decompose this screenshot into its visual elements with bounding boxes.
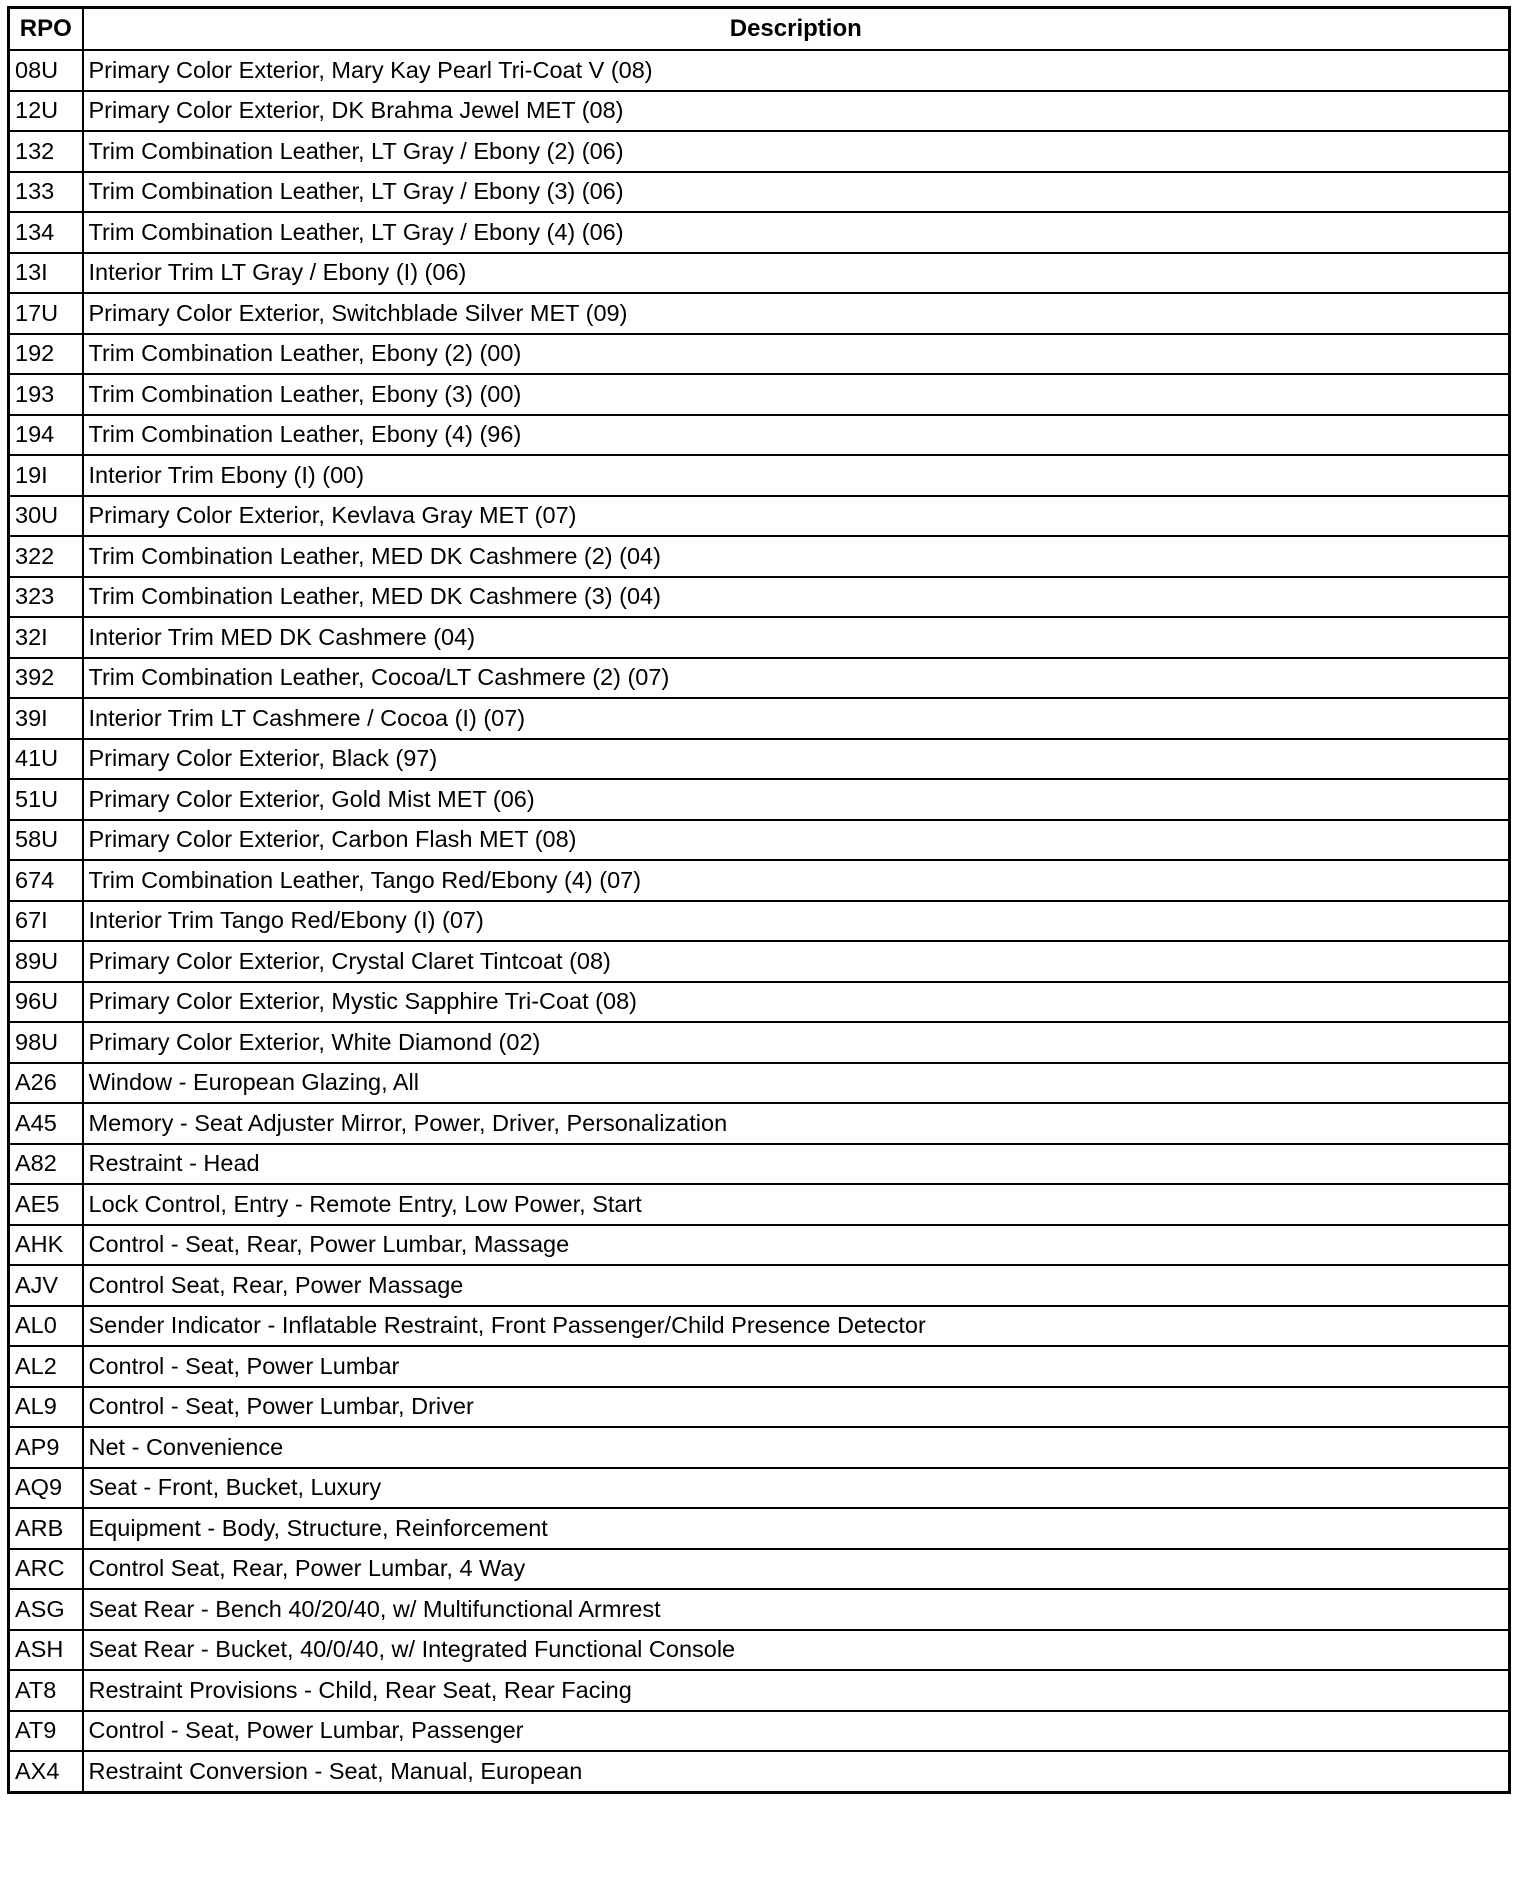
rpo-code-cell: AL0 — [9, 1306, 83, 1347]
description-cell: Interior Trim MED DK Cashmere (04) — [83, 617, 1510, 658]
table-row — [9, 739, 1510, 780]
description-cell: Memory - Seat Adjuster Mirror, Power, Driver, Personalization — [83, 1103, 1510, 1144]
rpo-code-cell: ARB — [9, 1508, 83, 1549]
table-row — [9, 374, 1510, 415]
table-row — [9, 1387, 1510, 1428]
description-cell: Trim Combination Leather, Tango Red/Ebony (4) (07) — [83, 860, 1510, 901]
description-cell: Trim Combination Leather, LT Gray / Ebony (2) (06) — [83, 131, 1510, 172]
rpo-code-cell: AHK — [9, 1225, 83, 1266]
description-cell: Primary Color Exterior, Mystic Sapphire Tri-Coat (08) — [83, 982, 1510, 1023]
table-header-row — [9, 8, 1510, 51]
rpo-code-cell: 323 — [9, 577, 83, 618]
table-row — [9, 496, 1510, 537]
rpo-code-cell: AL2 — [9, 1346, 83, 1387]
rpo-code-cell: 32I — [9, 617, 83, 658]
description-cell: Control - Seat, Power Lumbar — [83, 1346, 1510, 1387]
rpo-code-cell: A26 — [9, 1063, 83, 1104]
rpo-code-cell: 674 — [9, 860, 83, 901]
rpo-code-cell: 96U — [9, 982, 83, 1023]
table-row — [9, 1751, 1510, 1792]
rpo-code-cell: 98U — [9, 1022, 83, 1063]
table-row — [9, 212, 1510, 253]
rpo-code-cell: AL9 — [9, 1387, 83, 1428]
description-cell: Interior Trim LT Cashmere / Cocoa (I) (07) — [83, 698, 1510, 739]
table-row — [9, 50, 1510, 91]
table-row — [9, 1630, 1510, 1671]
rpo-code-cell: 41U — [9, 739, 83, 780]
description-cell: Trim Combination Leather, MED DK Cashmere (3) (04) — [83, 577, 1510, 618]
description-cell: Primary Color Exterior, Crystal Claret Tintcoat (08) — [83, 941, 1510, 982]
table-row — [9, 658, 1510, 699]
table-row — [9, 1549, 1510, 1590]
table-row — [9, 779, 1510, 820]
rpo-code-cell: AE5 — [9, 1184, 83, 1225]
table-row — [9, 1346, 1510, 1387]
description-cell: Seat - Front, Bucket, Luxury — [83, 1468, 1510, 1509]
table-row — [9, 1184, 1510, 1225]
column-header-description: Description — [83, 8, 1510, 51]
description-cell: Trim Combination Leather, MED DK Cashmere (2) (04) — [83, 536, 1510, 577]
rpo-table — [7, 6, 1511, 1794]
description-cell: Trim Combination Leather, Ebony (4) (96) — [83, 415, 1510, 456]
description-cell: Trim Combination Leather, LT Gray / Ebony (3) (06) — [83, 172, 1510, 213]
description-cell: Restraint - Head — [83, 1144, 1510, 1185]
rpo-code-cell: 30U — [9, 496, 83, 537]
table-row — [9, 253, 1510, 294]
description-cell: Primary Color Exterior, DK Brahma Jewel MET (08) — [83, 91, 1510, 132]
description-cell: Restraint Provisions - Child, Rear Seat, Rear Facing — [83, 1670, 1510, 1711]
rpo-code-cell: A82 — [9, 1144, 83, 1185]
table-row — [9, 536, 1510, 577]
rpo-code-cell: AX4 — [9, 1751, 83, 1792]
description-cell: Control - Seat, Rear, Power Lumbar, Massage — [83, 1225, 1510, 1266]
rpo-code-cell: AP9 — [9, 1427, 83, 1468]
rpo-code-cell: 134 — [9, 212, 83, 253]
rpo-code-cell: 12U — [9, 91, 83, 132]
rpo-code-cell: AQ9 — [9, 1468, 83, 1509]
table-row — [9, 415, 1510, 456]
rpo-code-cell: 51U — [9, 779, 83, 820]
rpo-code-cell: AT9 — [9, 1711, 83, 1752]
rpo-code-cell: 19I — [9, 455, 83, 496]
rpo-code-cell: ARC — [9, 1549, 83, 1590]
description-cell: Trim Combination Leather, Cocoa/LT Cashmere (2) (07) — [83, 658, 1510, 699]
rpo-code-cell: 133 — [9, 172, 83, 213]
description-cell: Primary Color Exterior, White Diamond (02) — [83, 1022, 1510, 1063]
description-cell: Primary Color Exterior, Switchblade Silver MET (09) — [83, 293, 1510, 334]
description-cell: Primary Color Exterior, Carbon Flash MET (08) — [83, 820, 1510, 861]
table-row — [9, 1589, 1510, 1630]
rpo-code-cell: ASG — [9, 1589, 83, 1630]
table-row — [9, 901, 1510, 942]
description-cell: Net - Convenience — [83, 1427, 1510, 1468]
rpo-code-cell: 13I — [9, 253, 83, 294]
table-row — [9, 617, 1510, 658]
rpo-code-cell: 89U — [9, 941, 83, 982]
rpo-code-cell: 39I — [9, 698, 83, 739]
description-cell: Interior Trim Ebony (I) (00) — [83, 455, 1510, 496]
rpo-code-cell: 322 — [9, 536, 83, 577]
description-cell: Trim Combination Leather, Ebony (2) (00) — [83, 334, 1510, 375]
description-cell: Window - European Glazing, All — [83, 1063, 1510, 1104]
rpo-code-cell: 192 — [9, 334, 83, 375]
rpo-code-cell: AJV — [9, 1265, 83, 1306]
rpo-code-cell: A45 — [9, 1103, 83, 1144]
rpo-code-cell: 132 — [9, 131, 83, 172]
description-cell: Lock Control, Entry - Remote Entry, Low Power, Start — [83, 1184, 1510, 1225]
description-cell: Primary Color Exterior, Black (97) — [83, 739, 1510, 780]
table-row — [9, 982, 1510, 1023]
description-cell: Control Seat, Rear, Power Massage — [83, 1265, 1510, 1306]
description-cell: Primary Color Exterior, Gold Mist MET (06) — [83, 779, 1510, 820]
description-cell: Interior Trim Tango Red/Ebony (I) (07) — [83, 901, 1510, 942]
description-cell: Trim Combination Leather, LT Gray / Ebony (4) (06) — [83, 212, 1510, 253]
table-row — [9, 820, 1510, 861]
description-cell: Restraint Conversion - Seat, Manual, European — [83, 1751, 1510, 1792]
table-row — [9, 1022, 1510, 1063]
table-row — [9, 1670, 1510, 1711]
table-row — [9, 577, 1510, 618]
description-cell: Control - Seat, Power Lumbar, Passenger — [83, 1711, 1510, 1752]
table-row — [9, 1103, 1510, 1144]
description-cell: Control - Seat, Power Lumbar, Driver — [83, 1387, 1510, 1428]
table-row — [9, 1225, 1510, 1266]
table-row — [9, 1306, 1510, 1347]
description-cell: Equipment - Body, Structure, Reinforcement — [83, 1508, 1510, 1549]
table-row — [9, 1711, 1510, 1752]
table-row — [9, 1508, 1510, 1549]
description-cell: Sender Indicator - Inflatable Restraint, Front Passenger/Child Presence Detector — [83, 1306, 1510, 1347]
description-cell: Primary Color Exterior, Mary Kay Pearl Tri-Coat V (08) — [83, 50, 1510, 91]
rpo-code-cell: AT8 — [9, 1670, 83, 1711]
rpo-code-cell: ASH — [9, 1630, 83, 1671]
description-cell: Interior Trim LT Gray / Ebony (I) (06) — [83, 253, 1510, 294]
table-row — [9, 91, 1510, 132]
table-row — [9, 1265, 1510, 1306]
table-row — [9, 455, 1510, 496]
table-row — [9, 131, 1510, 172]
description-cell: Seat Rear - Bucket, 40/0/40, w/ Integrated Functional Console — [83, 1630, 1510, 1671]
table-body — [9, 50, 1510, 1792]
column-header-rpo: RPO — [9, 8, 83, 51]
table-row — [9, 1144, 1510, 1185]
rpo-code-cell: 17U — [9, 293, 83, 334]
description-cell: Seat Rear - Bench 40/20/40, w/ Multifunctional Armrest — [83, 1589, 1510, 1630]
rpo-code-cell: 193 — [9, 374, 83, 415]
table-row — [9, 334, 1510, 375]
rpo-code-cell: 392 — [9, 658, 83, 699]
description-cell: Primary Color Exterior, Kevlava Gray MET (07) — [83, 496, 1510, 537]
rpo-code-cell: 194 — [9, 415, 83, 456]
rpo-code-cell: 67I — [9, 901, 83, 942]
table-row — [9, 860, 1510, 901]
table-row — [9, 293, 1510, 334]
rpo-code-cell: 08U — [9, 50, 83, 91]
table-row — [9, 698, 1510, 739]
table-row — [9, 1063, 1510, 1104]
description-cell: Trim Combination Leather, Ebony (3) (00) — [83, 374, 1510, 415]
table-row — [9, 941, 1510, 982]
table-row — [9, 1468, 1510, 1509]
description-cell: Control Seat, Rear, Power Lumbar, 4 Way — [83, 1549, 1510, 1590]
table-row — [9, 172, 1510, 213]
rpo-code-cell: 58U — [9, 820, 83, 861]
table-row — [9, 1427, 1510, 1468]
